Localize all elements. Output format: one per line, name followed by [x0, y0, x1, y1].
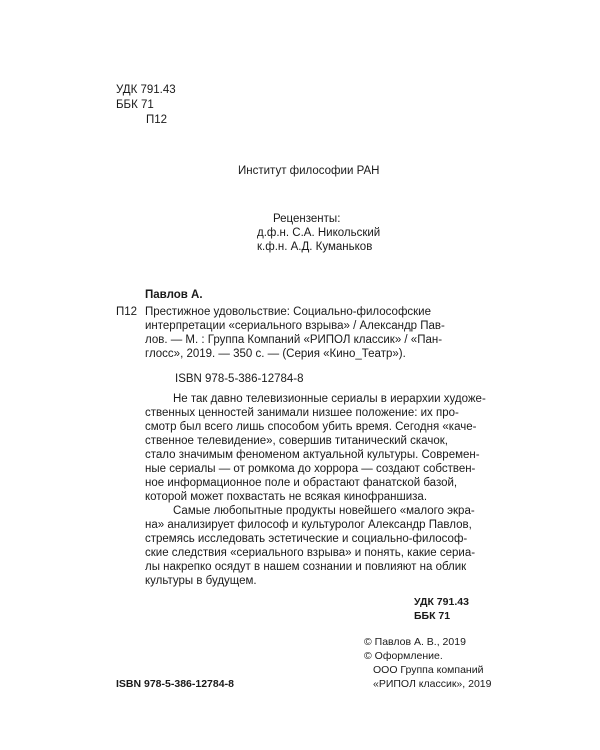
- annotation-line: Самые любопытные продукты новейшего «малого экра-: [173, 505, 475, 517]
- bbk-code: ББК 71: [116, 99, 154, 111]
- annotation-line: Не так давно телевизионные сериалы в иерархии художе-: [173, 393, 486, 405]
- record-line: интерпретации «сериального взрыва» / Александр Пав-: [145, 320, 445, 332]
- annotation-paragraph-1: [145, 392, 486, 504]
- annotation-line: стало значимым феноменом актуальной культуры. Современ-: [145, 449, 480, 461]
- copyright-author: © Павлов А. В., 2019: [364, 636, 466, 648]
- copyright-company-year: «РИПОЛ классик», 2019: [373, 678, 492, 690]
- author-mark: П12: [146, 114, 168, 126]
- udk-code-bottom: УДК 791.43: [414, 596, 469, 608]
- annotation-line: на» анализирует философ и культуролог Александр Павлов,: [145, 519, 472, 531]
- reviewers-heading: Рецензенты:: [273, 213, 341, 225]
- annotation-line: ские следствия «сериального взрыва» и понять, какие сериа-: [145, 547, 476, 559]
- isbn-bottom: ISBN 978-5-386-12784-8: [116, 678, 234, 690]
- record-isbn: ISBN 978-5-386-12784-8: [175, 373, 304, 385]
- annotation-line: культуры в будущем.: [145, 575, 257, 587]
- reviewer-1: д.ф.н. С.А. Никольский: [257, 227, 381, 239]
- record-line: Престижное удовольствие: Социально-философские: [145, 306, 432, 318]
- record-description: [145, 305, 461, 361]
- annotation-line: ственных ценностей занимали низшее положение: их про-: [145, 407, 459, 419]
- record-mark: П12: [116, 306, 138, 318]
- annotation-line: ные сериалы — от ромкома до хоррора — создают собствен-: [145, 463, 476, 475]
- annotation-line: лы накрепко осядут в нашем сознании и повлияют на облик: [145, 561, 467, 573]
- annotation-line: смотр был всего лишь способом убить время. Сегодня «каче-: [145, 421, 477, 433]
- annotation-line: стремясь исследовать эстетические и социально-философ-: [145, 533, 468, 545]
- annotation-line: ное информационное поле и обрастают фанатской базой,: [145, 477, 458, 489]
- bbk-code-bottom: ББК 71: [414, 610, 451, 622]
- reviewer-2: к.ф.н. А.Д. Куманьков: [257, 241, 373, 253]
- record-line: лов. — М. : Группа Компаний «РИПОЛ классик» / «Пан-: [145, 334, 443, 346]
- annotation-paragraph-2: [145, 504, 476, 588]
- annotation-line: которой может похвастать не всякая кинофраншиза.: [145, 491, 428, 503]
- record-line: глосс», 2019. — 350 с. — (Серия «Кино_Театр»).: [145, 348, 406, 360]
- institute-name: Институт философии РАН: [238, 165, 380, 177]
- copyright-design: © Оформление.: [364, 650, 443, 662]
- record-author: Павлов А.: [145, 289, 203, 301]
- udk-code: УДК 791.43: [116, 84, 176, 96]
- annotation-line: ственное телевидение», совершив титанический скачок,: [145, 435, 448, 447]
- copyright-company: ООО Группа компаний: [373, 664, 484, 676]
